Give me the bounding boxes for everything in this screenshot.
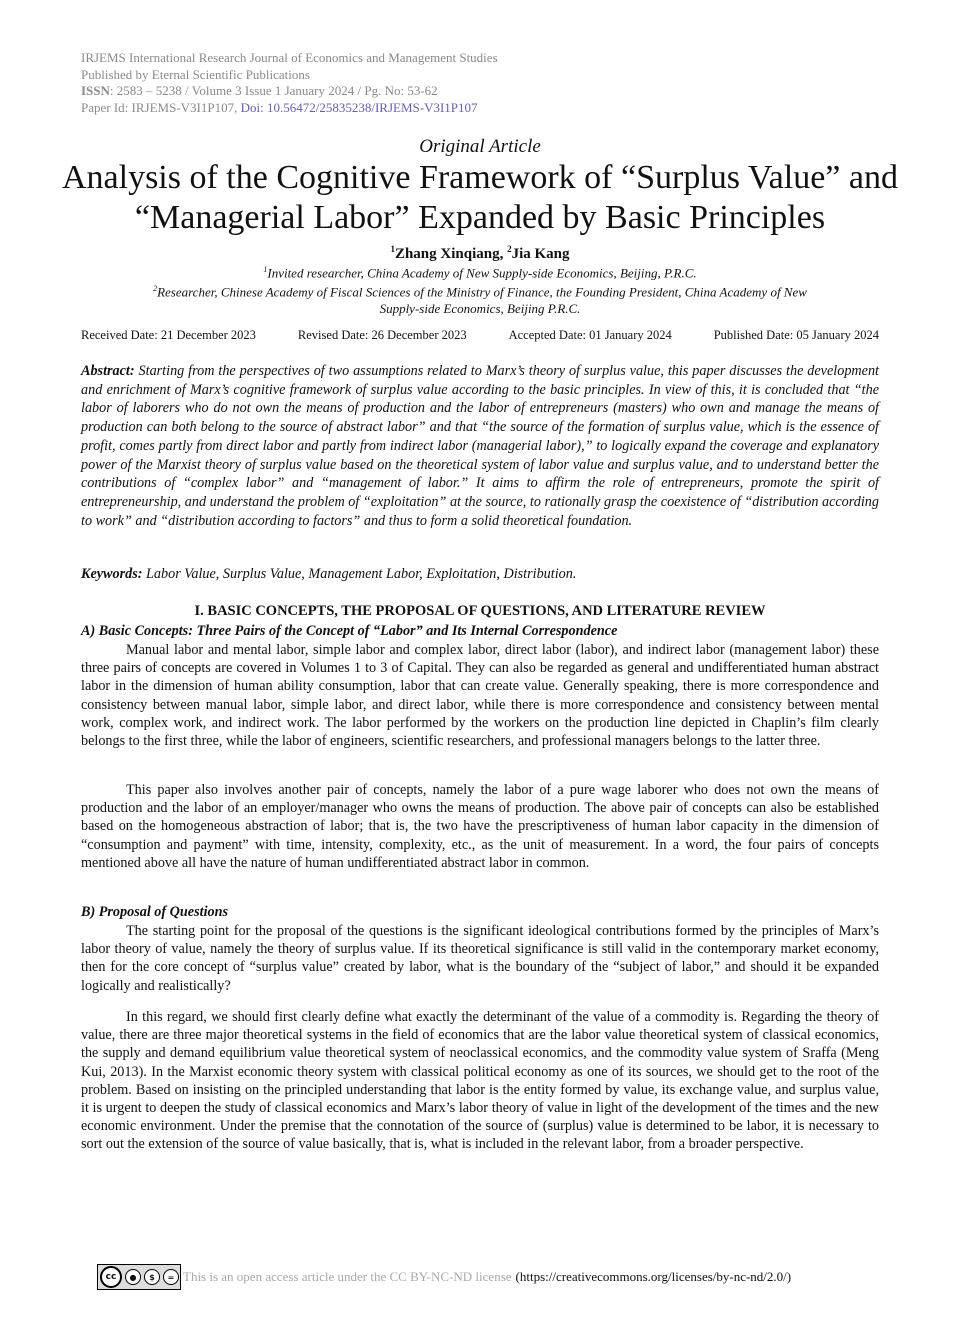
affiliation-2: $^2$Researcher, Chinese Academy of Fiscal Sciences of the Ministry of Finance, the Founding President, China Academy of New Supply-side Economics, Beijing P.R.C. — [153, 284, 807, 316]
paragraph-b1: The starting point for the proposal of the questions is the significant ideological contributions formed by the principles of Marx’s labor theory of value, namely the theory of surplus value. If its theoretical significance is still valid in the contemporary market economy, then for the core concept of “surplus value” created by labor, what is the boundary of the “subject of labor,” and should it be expanded logically and realistically? — [81, 923, 879, 994]
keywords-label: Keywords: — [81, 566, 143, 582]
journal-header — [81, 50, 498, 116]
license-footer — [97, 1264, 791, 1290]
received-date: Received Date: 21 December 2023 — [81, 328, 256, 342]
journal-name: IRJEMS International Research Journal of Economics and Management Studies — [81, 50, 498, 65]
paragraph-b2: In this regard, we should first clearly define what exactly the determinant of the value of a commodity is. Regarding the theory of value, there are three major theoretical systems in the field of economics that are the labor value theoretical system of classical economics, the supply and demand equilibrium value theoretical system of neoclassical economics, and the commodity value system of Sraffa (Meng Kui, 2013). In the Marxist economic theory system with classical political economy as one of its sources, we should get to the root of the problem. Based on insisting on the principled understanding that labor is the entity formed by value, its exchange value, and surplus value, it is urgent to deepen the study of classical economics and Marx’s labor theory of value in light of the development of the times and the new economic environment. Under the premise that the connotation of the source of (surplus) value is determined to be labor, it is necessary to sort out the extension of the source of value basically, that is, what is included in the relevant labor, from a broader perspective. — [81, 1009, 879, 1153]
keywords-text: Labor Value, Surplus Value, Management Labor, Exploitation, Distribution. — [142, 566, 577, 582]
abstract-text: Starting from the perspectives of two assumptions related to Marx’s theory of surplus value, this paper discusses the development and enrichment of Marx’s cognitive framework of surplus value according to the basic principles. In view of this, it is concluded that “the labor of laborers who do not own the means of production and the labor of entrepreneurs (masters) who own and manage the means of production can both belong to the source of abstract labor” and that “the source of the formation of surplus value, which is the essence of profit, comes partly from direct labor and partly from indirect labor (managerial labor),” to logically expand the coverage and explanatory power of the Marxist theory of surplus value based on the theoretical system of labor value and surplus value, and to understand better the contributions of “complex labor” and “management of labor.” It aims to affirm the role of entrepreneurs, promote the spirit of entrepreneurship, and understand the problem of “exploitation” at the source, to rationally grasp the coexistence of “distribution according to work” and “distribution according to factors” and thus to form a solid theoretical foundation. — [81, 363, 879, 529]
authors: $^1$Zhang Xinqiang, $^2$Jia Kang — [390, 244, 570, 262]
paper-title: Analysis of the Cognitive Framework of “Surplus Value” and “Managerial Labor” Expanded by Basic Principles — [61, 159, 898, 236]
by-icon: ● — [125, 1269, 141, 1285]
section-heading-1: I. BASIC CONCEPTS, THE PROPOSAL OF QUESTIONS, AND LITERATURE REVIEW — [194, 603, 766, 619]
license-text: This is an open access article under the CC BY-NC-ND license — [183, 1269, 512, 1284]
issn-line: ISSN: 2583 – 5238 / Volume 3 Issue 1 January 2024 / Pg. No: 53-62 — [81, 83, 438, 98]
cc-license-badge[interactable] — [97, 1264, 181, 1290]
accepted-date: Accepted Date: 01 January 2024 — [508, 328, 672, 342]
license-url[interactable]: (https://creativecommons.org/licenses/by-nc-nd/2.0/) — [515, 1269, 792, 1284]
publisher: Published by Eternal Scientific Publications — [81, 66, 310, 82]
paper-id-line: Paper Id: IRJEMS-V3I1P107, Doi: 10.56472/25835238/IRJEMS-V3I1P107 — [81, 99, 478, 115]
cc-license-icon: cc — [100, 1266, 122, 1288]
published-date: Published Date: 05 January 2024 — [713, 328, 879, 342]
nd-icon: = — [163, 1269, 179, 1285]
affiliations — [140, 262, 820, 317]
affiliation-1: $^1$Invited researcher, China Academy of New Supply-side Economics, Beijing, P.R.C. — [263, 265, 697, 281]
abstract-label: Abstract: — [81, 363, 135, 379]
subsection-b-heading: B) Proposal of Questions — [81, 904, 229, 920]
revised-date: Revised Date: 26 December 2023 — [297, 328, 467, 342]
paragraph-a2: This paper also involves another pair of concepts, namely the labor of a pure wage laborer who does not own the means of production and the labor of an employer/manager who owns the means of production. The above pair of concepts can also be established based on the homogeneous abstraction of labor; that is, the two have the prescriptiveness of human labor capacity in the dimension of “consumption and payment” with time, intensity, complexity, etc., as the unit of measurement. In a word, the four pairs of concepts mentioned above all have the nature of human undifferentiated abstract labor in common. — [81, 782, 879, 871]
keywords — [81, 566, 879, 583]
article-type: Original Article — [419, 136, 541, 157]
paragraph-a1: Manual labor and mental labor, simple labor and complex labor, direct labor (labor), and indirect labor (management labor) these three pairs of concepts are covered in Volumes 1 to 3 of Capital. They can also be regarded as general and undifferentiated human abstract labor in the dimension of human ability consumption, labor that can create value. Generally speaking, there is more correspondence and consistency between manual labor, simple labor, and direct labor, while there is more correspondence and consistency between mental work, complex work, and indirect work. The labor performed by the workers on the production line depicted in Chaplin’s film clearly belongs to the first three, while the labor of engineers, scientific researchers, and professional managers belongs to the latter three. — [81, 642, 879, 750]
subsection-a-heading: A) Basic Concepts: Three Pairs of the Concept of “Labor” and Its Internal Correspondence — [81, 623, 618, 639]
abstract — [81, 362, 879, 530]
doi-link[interactable]: Doi: 10.56472/25835238/IRJEMS-V3I1P107 — [240, 99, 478, 115]
nc-icon: $ — [144, 1269, 160, 1285]
article-dates — [81, 328, 879, 343]
